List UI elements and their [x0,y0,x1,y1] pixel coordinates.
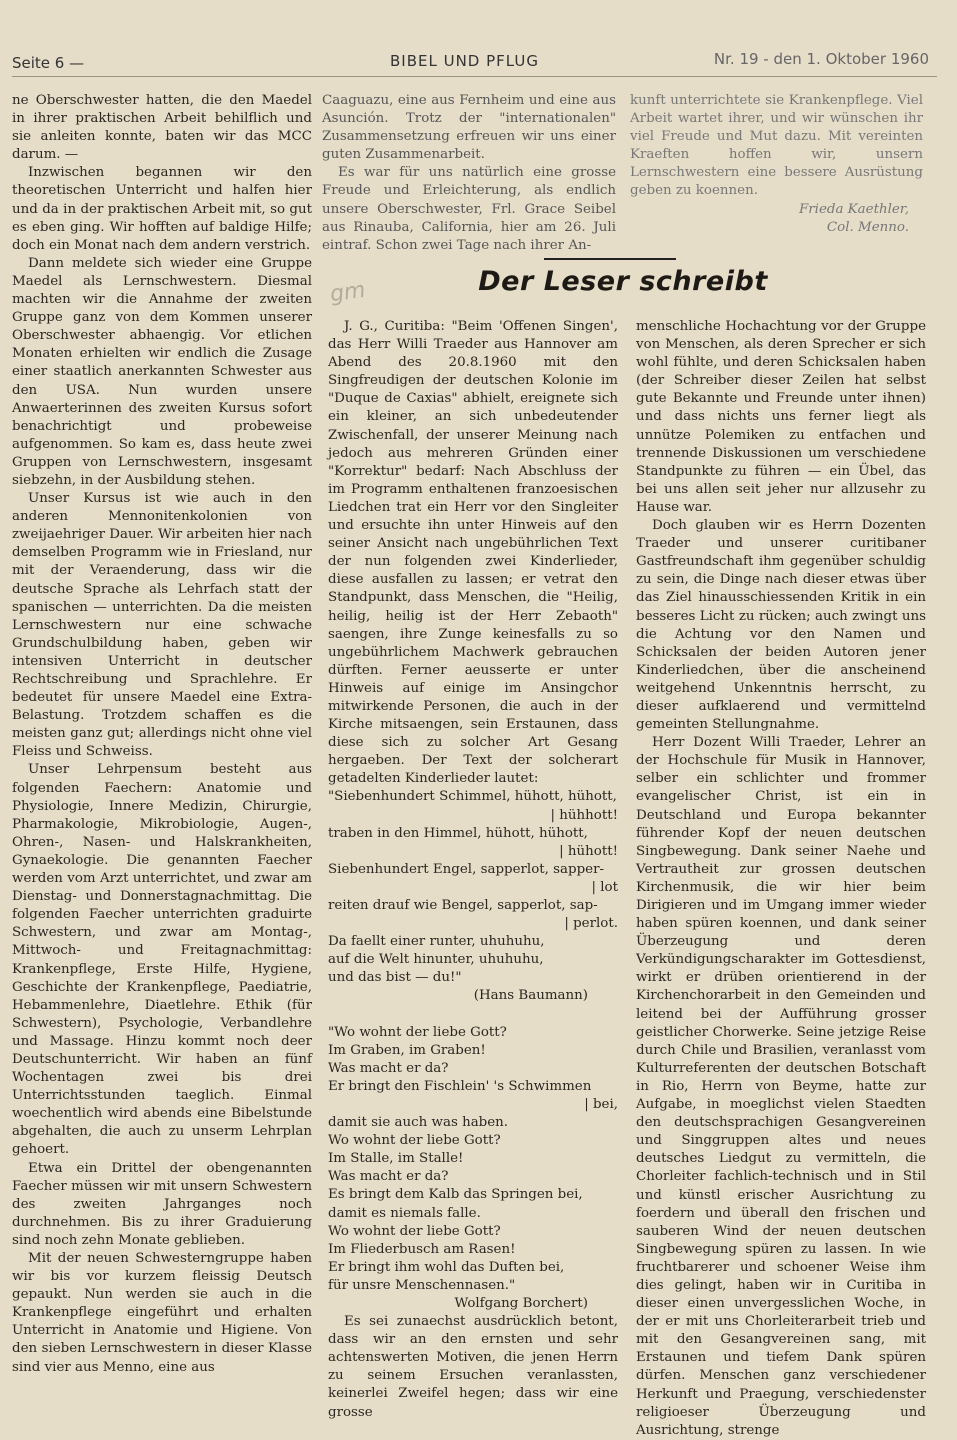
column-1 [12,92,312,1377]
paragraph: Doch glauben wir es Herrn Dozenten Traeder und unserer curitibaner Gastfreundschaft ihm gegenüber schuldig zu sein, die Dinge nach dieser etwas über das Ziel hinausschiessenden Kritik in ein besseres Licht zu rücken; auch zwingt uns die Achtung vor den Namen und Schicksalen der beiden Autoren jener Kinderliedchen, über die anscheinend weitgehend Unkenntnis herrscht, zu dieser aufklaerend und vermittelnd gemeinten Stellungnahme. [636,518,926,733]
column-5 [636,318,926,1440]
signature-name: Frieda Kaethler, [798,201,909,217]
poem-line: Im Fliederbusch am Rasen! [328,1241,516,1257]
poem-line: "Siebenhundert Schimmel, hühott, hühott, [328,789,617,805]
poem-line: damit es niemals falle. [328,1205,481,1221]
poem-1 [328,788,618,1005]
letter-intro: J. G., Curitiba: "Beim 'Offenen Singen', das Herr Willi Traeder aus Hannover am Abend des 20.8.1960 mit den Singfreudigen der deutschen Kolonie im "Duque de Caxias" abhielt, ereignete sich ein kleiner, an sich unbedeutender Zwischenfall, der unserer Meinung nach jedoch aus mehreren Gründen einer "Korrektur" bedarf: Nach Abschluss der im Programm enthaltenen franzoesischen Liedchen trat ein Herr vor den Singleiter und ersuchte ihn unter Hinweis auf den seiner Ansicht nach ungebührlichen Text der nun folgenden zwei Kinderlieder, diese ausfallen zu lassen; er vetrat den Standpunkt, dass Menschen, die "Heilig, heilig, heilig ist der Herr Zebaoth" saengen, ihre Zunge keinesfalls zu so ungebührlichem Machwerk gebrauchen dürften. Ferner aeusserte er unter Hinweis auf einige im Ansingchor mitwirkende Personen, die auch in der Kirche mitsaengen, sein Erstaunen, dass diese sich zu solcher Art Gesang hergaeben. Der Text der solcherart getadelten Kinderlieder lautet: [328,319,618,787]
poem-line: Es bringt dem Kalb das Springen bei, [328,1187,583,1203]
poem-line: | hühott! [559,843,618,859]
paragraph: Herr Dozent Willi Traeder, Lehrer an der Hochschule für Musik in Hannover, selber ein schlichter und frommer evangelischer Christ, ist ein in Deutschland und Europa bekannter führender Kopf der neuen deutschen Singbewegung. Dank seiner Naehe und Vertrautheit zur grossen deutschen Kirchenmusik, die wir hier beim Dirigieren und im Umgang immer wieder haben spüren koennen, und dank seiner Überzeugung und deren Verkündigungscharakter im Gottesdienst, wirkt er drüben orientierend in der Kirchenchorarbeit in den Gemeinden und leitend bei der Aufführung grosser geistlicher Chorwerke. Seine jetzige Reise durch Chile und Brasilien, veranlasst vom Kulturreferenten der deutschen Botschaft in Rio, Herrn von Beyme, hatte zur Aufgabe, in moeglichst vielen Staedten den deutschsprachigen Gesangvereinen und Singgruppen altes und neues deutsches Liedgut zu vermitteln, die Chorleiter fachlich-technisch und in Stil und künstl erischer Ausrichtung zu foerdern und überall den frischen und sauberen Wind der neuen deutschen Singbewegung spüren zu lassen. In wie fruchtbarerer und schoener Weise ihm dies gelingt, haben wir in Curitiba in dieser einen unvergesslichen Woche, in der er mit uns Chorleiterarbeit trieb und mit den Gesangvereinen sang, mit Erstaunen und tiefem Dank spüren dürfen. Menschen ganz verschiedener Herkunft und Praegung, verschiedenster religioeser Überzeugung und Ausrichtung, strenge [636,735,926,1438]
page-header [12,50,937,77]
signature-place: Col. Menno. [826,219,909,235]
poem-line: "Wo wohnt der liebe Gott? [328,1024,507,1040]
poem-line: Da faellt einer runter, uhuhuhu, [328,934,545,950]
paragraph: Es sei zunaechst ausdrücklich betont, dass wir an den ernsten und sehr achtenswerten Motiven, die jenen Herrn zu seinem Ersuchen veranlassten, keinerlei Zweifel hegen; dass wir eine grosse [328,1314,618,1420]
poem-line: Im Graben, im Graben! [328,1042,486,1058]
poem-line: Im Stalle, im Stalle! [328,1151,464,1167]
paragraph: Es war für uns natürlich eine grosse Freude und Erleichterung, als endlich unsere Oberschwester, Frl. Grace Seibel aus Rinauba, California, hier am 26. Juli eintraf. Schon zwei Tage nach ihrer An- [322,165,616,253]
paragraph: Inzwischen begannen wir den theoretischen Unterricht und halfen hier und da in der praktischen Arbeit mit, so gut es eben ging. Wir hofften auf baldige Hilfe; doch ein Monat nach dem andern verstrich. [12,165,312,253]
poem-2 [328,1024,618,1314]
page-number: Seite 6 — [12,54,85,72]
paragraph: Unser Lehrpensum besteht aus folgenden Faechern: Anatomie und Physiologie, Innere Medizin, Chirurgie, Pharmakologie, Mikrobiologie, Augen-, Ohren-, Nasen- und Halskrankheiten, Gynaekologie. Die genannten Faecher werden vom Arzt unterrichtet, und zwar am Dienstag- und Donnerstagnachmittag. Die folgenden Faecher unterrichten graduirte Schwestern, und zwar am Montag-, Mittwoch- und Freitagnachmittag: Krankenpflege, Erste Hilfe, Hygiene, Geschichte der Krankenpflege, Paediatrie, Hebammenlehre, Diaetlehre. Ethik (für Schwestern), Psychologie, Verbandlehre und Massage. Hinzu kommt noch deer Deutschunterricht. Wir haben an fünf Wochentagen zwei bis drei Unterrichtsstunden taeglich. Einmal woechentlich wird abends eine Bibelstunde abgehalten, die auch zu unserm Lehrplan gehoert. [12,762,312,1158]
poem-line: Wo wohnt der liebe Gott? [328,1133,501,1149]
poem-line: | hühhott! [550,807,618,823]
poem-line: Er bringt den Fischlein' 's Schwimmen [328,1078,592,1094]
poem-line: | lot [591,879,618,895]
section-divider [544,258,676,260]
column-3 [630,92,923,237]
paragraph: Unser Kursus ist wie auch in den anderen Mennonitenkolonien von zweijaehriger Dauer. Wir arbeiten hier nach demselben Programm wie in Friesland, nur mit der Veraenderung, dass wir die deutsche Sprache als Lehrfach statt der spanischen — unterrichten. Da die meisten Lernschwestern nur eine schwache Grundschulbildung haben, geben wir intensiven Unterricht in deutscher Rechtschreibung und Sprachlehre. Er bedeutet für unsere Maedel eine Extra-Belastung. Trotzdem schaffen es die meisten ganz gut; allerdings nicht ohne viel Fleiss und Schweiss. [12,491,312,760]
paragraph: menschliche Hochachtung vor der Gruppe von Menschen, als deren Sprecher er sich wohl fühlte, und deren Schicksalen haben (der Schreiber dieser Zeilen hat selbst gute Bekannte und Freunde unter ihnen) und dass nichts uns ferner liegt als unnütze Polemiken zu entfachen und trennende Diskussionen um verschiedene Standpunkte zu führen — ein Übel, das bei uns allen seit jeher nur allzusehr zu Hause war. [636,319,926,515]
poem-line: reiten drauf wie Bengel, sapperlot, sap- [328,898,598,913]
poem-line: | perlot. [564,916,618,932]
poem-author: (Hans Baumann) [473,988,588,1004]
poem-line: Er bringt ihm wohl das Duften bei, [328,1259,565,1275]
poem-line: Wo wohnt der liebe Gott? [328,1223,501,1239]
poem-line: | bei, [584,1096,618,1112]
issue-date: Nr. 19 - den 1. Oktober 1960 [713,50,929,68]
poem-line: für unsre Menschennasen." [328,1277,516,1293]
column-4 [328,318,618,1422]
poem-line: und das bist — du!" [328,970,462,986]
paragraph: kunft unterrichtete sie Krankenpflege. Viel Arbeit wartet ihrer, und wir wünschen ihr viel Freude und Mut dazu. Mit vereinten Kraeften hoffen wir, unsern Lernschwestern eine bessere Ausrüstung geben zu koennen. [630,93,923,199]
column-2 [322,92,616,255]
paragraph: Mit der neuen Schwesterngruppe haben wir bis vor kurzem fleissig Deutsch gepaukt. Nun werden sie auch in die Krankenpflege eingeführt und erhalten Unterricht in Anatomie und Higiene. Von den sieben Lernschwestern in dieser Klasse sind vier aus Menno, eine aus [12,1251,312,1375]
poem-line: damit sie auch was haben. [328,1115,509,1131]
publication-title: BIBEL UND PFLUG [390,52,540,70]
paragraph: Etwa ein Drittel der obengenannten Faecher müssen wir mit unsern Schwestern des zweiten Jahrganges noch durchnehmen. Bis zu ihrer Graduierung sind noch zehn Monate geblieben. [12,1160,312,1248]
poem-author: Wolfgang Borchert) [454,1295,588,1311]
poem-line: auf die Welt hinunter, uhuhuhu, [328,952,544,968]
poem-line: Was macht er da? [328,1060,449,1076]
poem-line: Siebenhundert Engel, sapperlot, sapper- [328,861,605,877]
section-title: Der Leser schreibt [478,266,768,297]
paragraph: Caaguazu, eine aus Fernheim und eine aus Asunción. Trotz der "internationalen" Zusammensetzung erfreuen wir uns einer guten Zusammenarbeit. [322,93,616,163]
poem-line: traben in den Himmel, hühott, hühott, [328,825,588,841]
paragraph: ne Oberschwester hatten, die den Maedel in ihrer praktischen Arbeit behilflich und sie anleiten konnte, baten wir das MCC darum. — [12,93,312,163]
paragraph: Dann meldete sich wieder eine Gruppe Maedel als Lernschwestern. Diesmal machten wir die Annahme der zweiten Gruppe ganz von dem Kommen unserer Oberschwester abhaengig. Vor etlichen Monaten erhielten wir endlich die Zusage einer staatlich anerkannten Schwester aus den USA. Nun wurden unsere Anwaerterinnen des zweiten Kursus sofort benachrichtigt und probeweise aufgenommen. So kam es, dass heute zwei Gruppen von Lernschwestern, insgesamt siebzehn, in der Ausbildung stehen. [12,255,312,488]
poem-line: Was macht er da? [328,1169,449,1185]
margin-handwriting: gm [328,277,367,308]
